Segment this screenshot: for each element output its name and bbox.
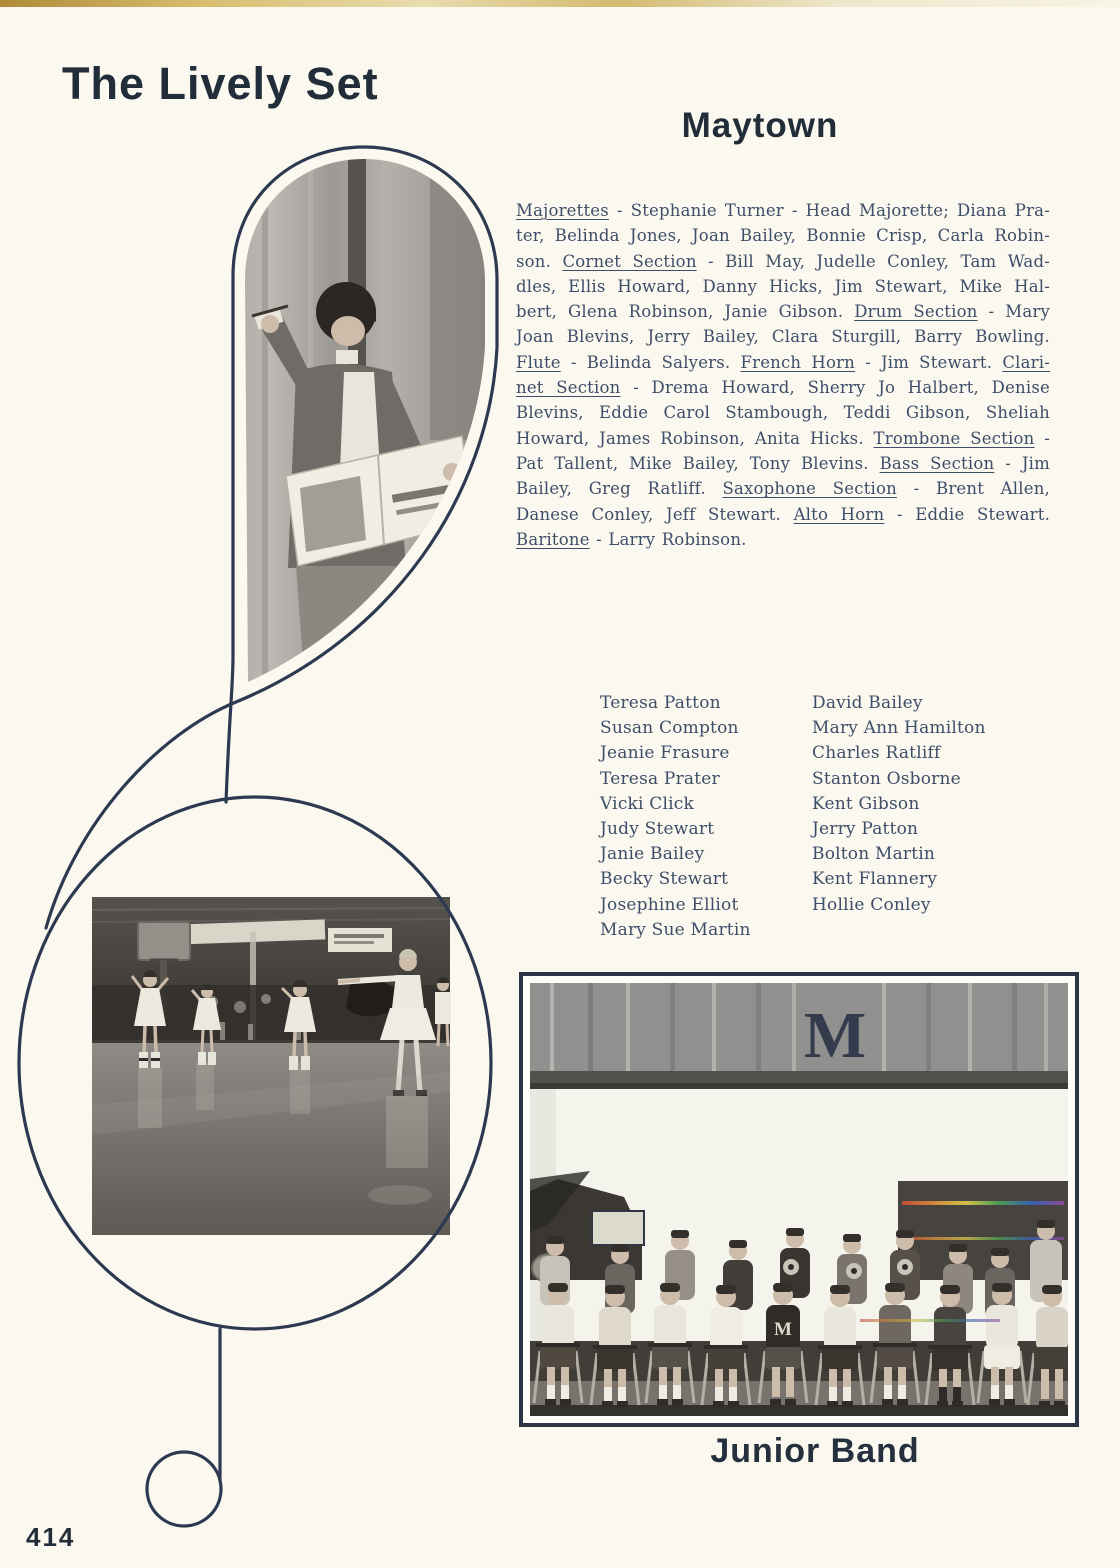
name-row: Mary Sue Martin	[600, 919, 751, 940]
name-row: Hollie Conley	[812, 894, 931, 915]
name-row: Charles Ratliff	[812, 743, 941, 764]
name-row: David Bailey	[812, 693, 923, 713]
name-row: Teresa Patton	[600, 693, 721, 713]
names-column-left	[600, 691, 751, 943]
name-row: Jerry Patton	[812, 819, 919, 840]
roster-line: Majorettes - Stephanie Turner - Head Majorette; Diana Pra-	[516, 201, 1050, 220]
roster-line: ter, Belinda Jones, Joan Bailey, Bonnie Crisp, Carla Robin-	[516, 226, 1050, 246]
scan-artifact-line	[860, 1319, 1000, 1322]
name-row: Janie Bailey	[600, 844, 705, 865]
roster-paragraph	[516, 198, 1050, 552]
names-column-right	[812, 691, 986, 918]
stage-banner-letter: M	[803, 999, 867, 1072]
name-row: Jeanie Frasure	[600, 743, 730, 764]
roster-line: dles, Ellis Howard, Danny Hicks, Jim Stewart, Mike Hal-	[516, 276, 1050, 296]
name-row: Becky Stewart	[600, 869, 729, 890]
name-row: Vicki Click	[600, 793, 694, 814]
junior-band-photo-art	[530, 983, 1068, 1416]
roster-line: Bailey, Greg Ratliff. Saxophone Section - Brent Allen,	[516, 479, 1050, 499]
junior-band-photo	[519, 972, 1079, 1427]
roster-line: bert, Glena Robinson, Janie Gibson. Drum Section - Mary	[516, 302, 1050, 322]
roster-line: Joan Blevins, Jerry Bailey, Clara Sturgill, Barry Bowling.	[516, 327, 1050, 347]
roster-line: Howard, James Robinson, Anita Hicks. Trombone Section -	[516, 428, 1050, 448]
name-row: Mary Ann Hamilton	[812, 718, 986, 739]
majorettes-photo	[92, 897, 451, 1235]
name-row: Susan Compton	[600, 718, 739, 739]
roster-line: Flute - Belinda Salyers. French Horn - Jim Stewart. Clari-	[516, 352, 1050, 372]
page-number: 414	[26, 1522, 76, 1552]
junior-band-caption: Junior Band	[710, 1432, 920, 1470]
name-row: Kent Gibson	[812, 793, 920, 814]
name-row: Kent Flannery	[812, 869, 938, 890]
band-director-photo	[215, 140, 520, 720]
stage-curtain	[530, 983, 1068, 1089]
name-row: Judy Stewart	[600, 819, 715, 840]
roster-line: son. Cornet Section - Bill May, Judelle Conley, Tam Wad-	[516, 251, 1050, 271]
maytown-heading: Maytown	[681, 106, 839, 145]
sweater-letter: M	[774, 1319, 792, 1340]
roster-line: Baritone - Larry Robinson.	[516, 529, 747, 549]
page-title: The Lively Set	[62, 58, 379, 109]
name-row: Bolton Martin	[812, 844, 936, 865]
roster-line: Blevins, Eddie Carol Stambough, Teddi Gibson, Sheliah	[516, 403, 1050, 423]
roster-line: Pat Tallent, Mike Bailey, Tony Blevins. Bass Section - Jim	[516, 453, 1051, 473]
musical-note-collage	[0, 0, 520, 1568]
name-row: Josephine Elliot	[600, 894, 739, 915]
roster-line: Danese Conley, Jeff Stewart. Alto Horn - Eddie Stewart.	[516, 504, 1051, 524]
name-row: Stanton Osborne	[812, 768, 961, 789]
name-row: Teresa Prater	[600, 768, 720, 789]
roster-line: net Section - Drema Howard, Sherry Jo Halbert, Denise	[516, 378, 1050, 398]
